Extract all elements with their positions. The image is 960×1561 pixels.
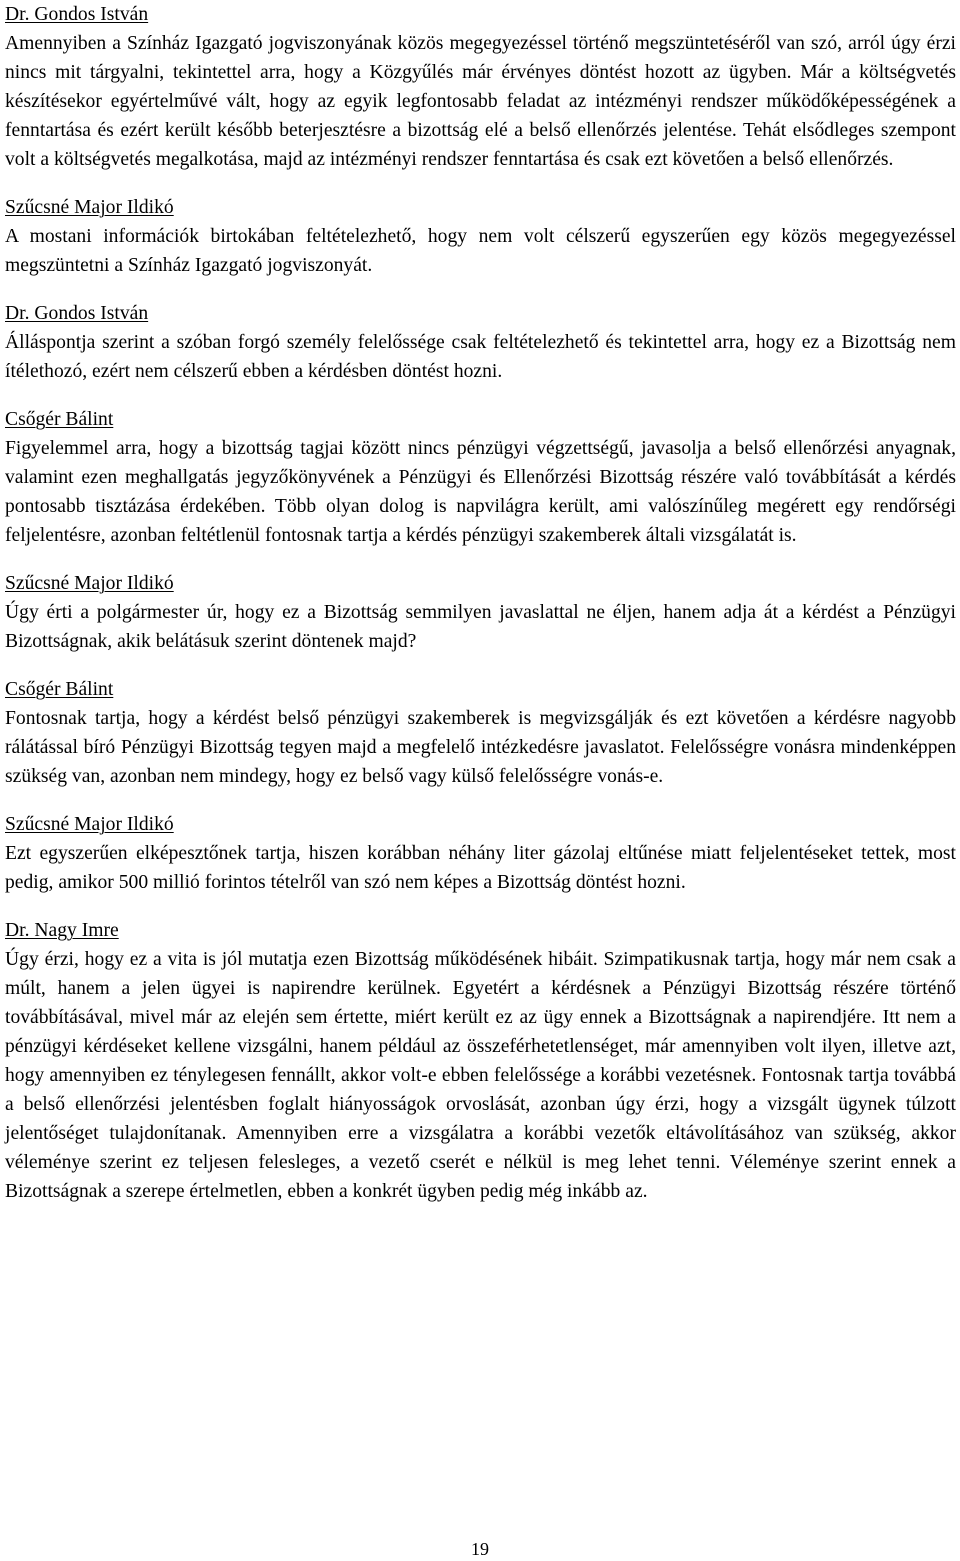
statement-text: Úgy érti a polgármester úr, hogy ez a Bizottság semmilyen javaslattal ne éljen, hanem adja át a kérdést a Pénzügyi Bizottságnak, akik belátásuk szerint döntenek majd?	[5, 602, 956, 652]
statement-text: Amennyiben a Színház Igazgató jogviszonyának közös megegyezéssel történő megszüntetéséről van szó, arról úgy érzi nincs mit tárgyalni, tekintettel arra, hogy a Közgyűlés már érvényes döntést hozott az ügyben. Már a költségvetés készítésekor egyértelművé vált, hogy az egyik legfontosabb feladat az intézményi rendszer működőképességének a fenntartása és ezért került később beterjesztésre a bizottság elé a belső ellenőrzés jelentése. Tehát elsődleges szempont volt a költségvetés megalkotása, majd az intézményi rendszer fenntartása és csak ezt követően a belső ellenőrzés.	[5, 33, 956, 170]
statement-text: Úgy érzi, hogy ez a vita is jól mutatja ezen Bizottság működésének hibáit. Szimpatikusnak tartja, hogy már nem csak a múlt, hanem a jelen ügyei is napirendre kerülnek. Egyetért a kérdésnek a Pénzügyi Bizottság részére történő továbbításával, mivel már az elején sem értette, miért került ez az ügy ennek a Bizottságnak a napirendjére. Itt nem a pénzügyi kérdéseket kellene vizsgálni, hanem például az összeférhetetlenséget, már amennyiben volt ilyen, illetve azt, hogy amennyiben ez ténylegesen fennállt, akkor volt-e ebben felelőssége a korábbi vezetésnek. Fontosnak tartja továbbá a belső ellenőrzési jelentésben foglalt hiányosságok orvoslását, azonban úgy érzi, hogy a vizsgált ügynek túlzott jelentőséget tulajdonítanak. Amennyiben erre a vizsgálatra a korábbi vezetők eltávolításához van szükség, akkor véleménye szerint ez teljesen felesleges, a vezető cserét e nélkül is meg lehet tenni. Véleménye szerint ennek a Bizottságnak a szerepe értelmetlen, ebben a konkrét ügyben pedig még inkább az.	[5, 949, 956, 1202]
minutes-entry	[5, 0, 956, 174]
statement-text: Figyelemmel arra, hogy a bizottság tagjai között nincs pénzügyi végzettségű, javasolja a belső ellenőrzési anyagnak, valamint ezen meghallgatás jegyzőkönyvének a Pénzügyi és Ellenőrzési Bizottság részére való továbbítását a kérdés pontosabb tisztázása érdekében. Több olyan dolog is napvilágra került, ami valószínűleg megérett egy rendőrségi feljelentésre, azonban feltétlenül fontosnak tartja a kérdés pénzügyi szakemberek általi vizsgálatát is.	[5, 438, 956, 546]
minutes-entry	[5, 299, 956, 386]
speaker-name: Szűcsné Major Ildikó	[5, 814, 174, 835]
minutes-entry	[5, 193, 956, 280]
statement-text: Ezt egyszerűen elképesztőnek tartja, hiszen korábban néhány liter gázolaj eltűnése miatt feljelentéseket tettek, most pedig, amikor 500 millió forintos tételről van szó nem képes a Bizottság döntést hozni.	[5, 843, 956, 893]
statement-text: Álláspontja szerint a szóban forgó személy felelőssége csak feltételezhető és tekintettel arra, hogy ez a Bizottság nem ítélethozó, ezért nem célszerű ebben a kérdésben döntést hozni.	[5, 332, 956, 382]
speaker-name: Dr. Nagy Imre	[5, 920, 119, 941]
minutes-entry	[5, 810, 956, 897]
page-number: 19	[471, 1539, 489, 1559]
minutes-entry	[5, 569, 956, 656]
minutes-entry	[5, 675, 956, 791]
speaker-name: Szűcsné Major Ildikó	[5, 197, 174, 218]
speaker-name: Csőgér Bálint	[5, 679, 114, 700]
minutes-entry	[5, 405, 956, 550]
minutes-entry	[5, 916, 956, 1206]
speaker-name: Szűcsné Major Ildikó	[5, 573, 174, 594]
speaker-name: Dr. Gondos István	[5, 4, 149, 25]
statement-text: Fontosnak tartja, hogy a kérdést belső pénzügyi szakemberek is megvizsgálják és ezt követően a kérdésre nagyobb rálátással bíró Pénzügyi Bizottság tegyen majd a megfelelő intézkedésre javaslatot. Felelősségre vonásra mindenképpen szükség van, azonban nem mindegy, hogy ez belső vagy külső felelősségre vonás-e.	[5, 708, 956, 787]
document-page	[5, 0, 956, 1225]
speaker-name: Dr. Gondos István	[5, 303, 149, 324]
speaker-name: Csőgér Bálint	[5, 409, 114, 430]
statement-text: A mostani információk birtokában feltételezhető, hogy nem volt célszerű egyszerűen egy közös megegyezéssel megszüntetni a Színház Igazgató jogviszonyát.	[5, 226, 956, 276]
